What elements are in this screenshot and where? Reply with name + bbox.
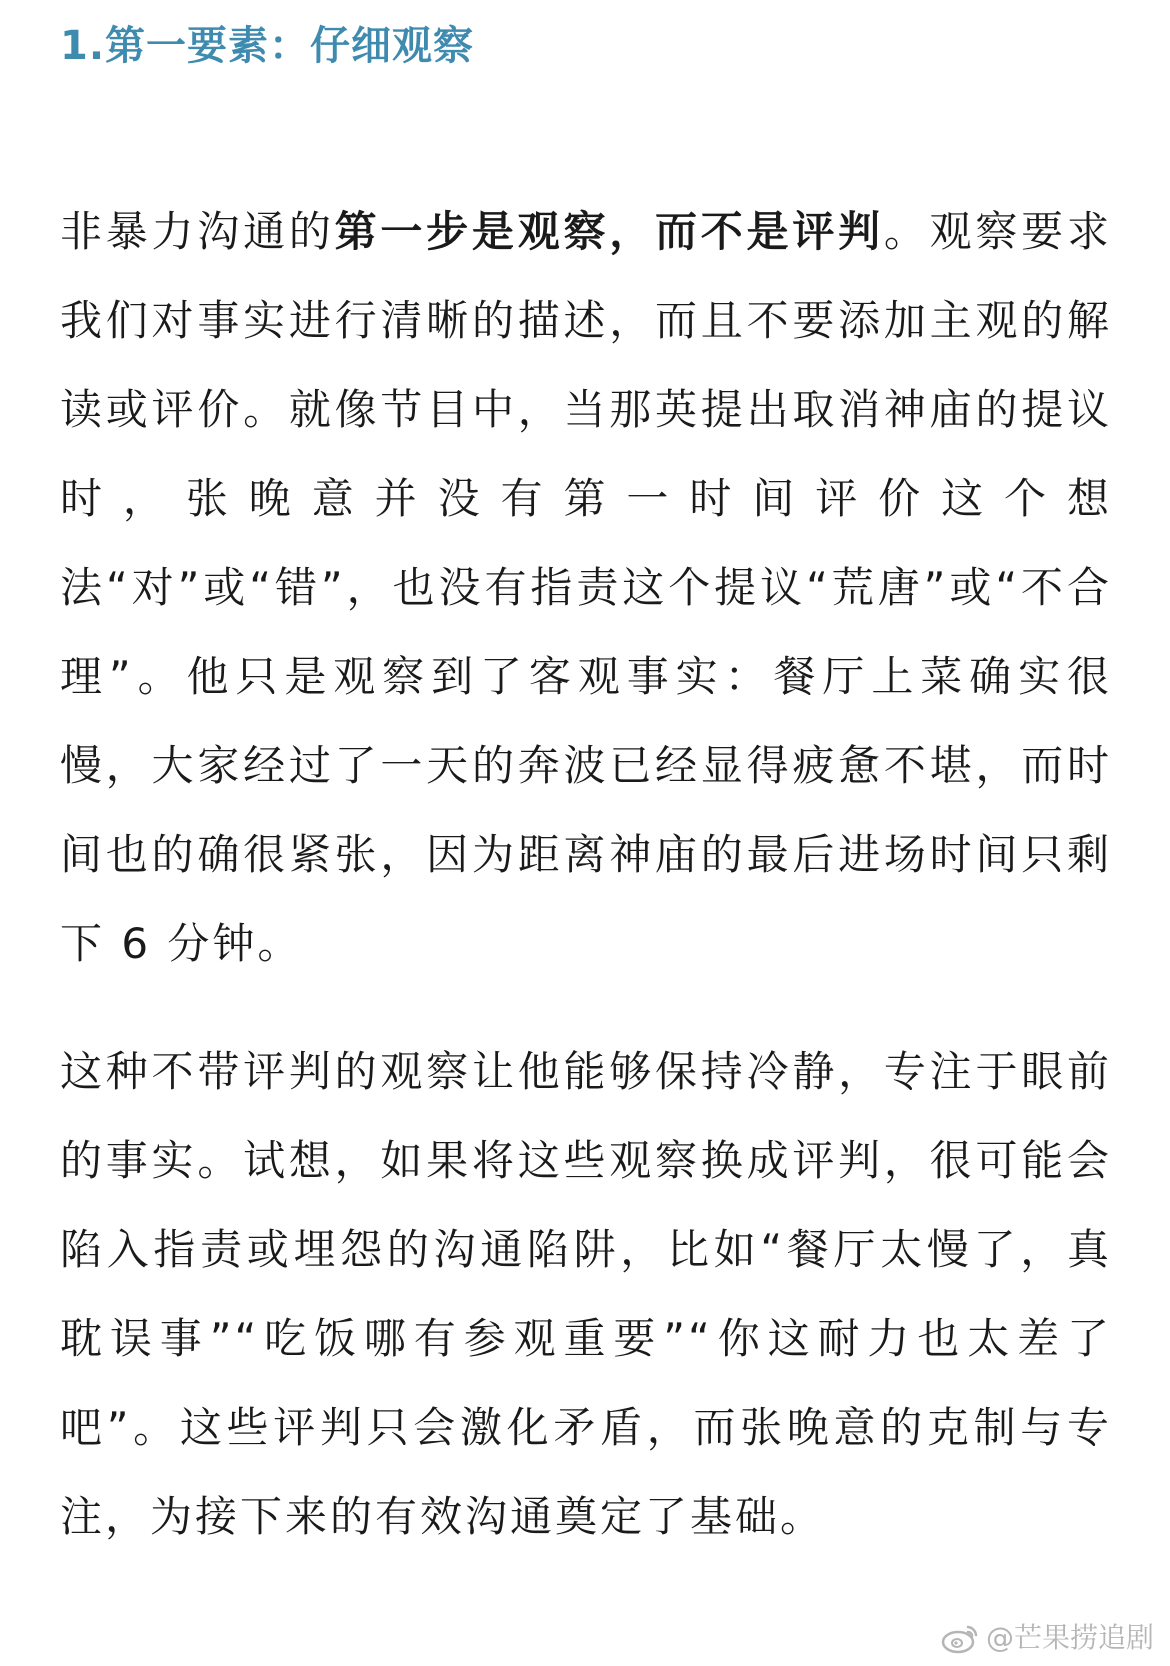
paragraph-emphasis: 第一步是观察，而不是评判: [334, 207, 884, 256]
watermark: [940, 1620, 1154, 1656]
paragraph-observation: [60, 187, 1112, 988]
paragraph-rest: 。观察要求我们对事实进行清晰的描述，而且不要添加主观的解读或评价。就像节目中，当那英提出取消神庙的提议时，张晚意并没有第一时间评价这个想法“对”或“错”，也没有指责这个提议“荒唐”或“不合理”。他只是观察到了客观事实：餐厅上菜确实很慢，大家经过了一天的奔波已经显得疲惫不堪，而时间也的确很紧张，因为距离神庙的最后进场时间只剩下 6 分钟。: [60, 207, 1112, 968]
paragraph-judgment: 这种不带评判的观察让他能够保持冷静，专注于眼前的事实。试想，如果将这些观察换成评判，很可能会陷入指责或埋怨的沟通陷阱，比如“餐厅太慢了，真耽误事”“吃饭哪有参观重要”“你这耐力也太差了吧”。这些评判只会激化矛盾，而张晚意的克制与专注，为接下来的有效沟通奠定了基础。: [60, 1047, 1112, 1541]
paragraph-lead: 非暴力沟通的: [60, 207, 335, 256]
weibo-icon: [940, 1622, 980, 1654]
watermark-text: @芒果捞追剧: [985, 1621, 1154, 1654]
section-heading: 1.第一要素：仔细观察: [60, 23, 475, 69]
